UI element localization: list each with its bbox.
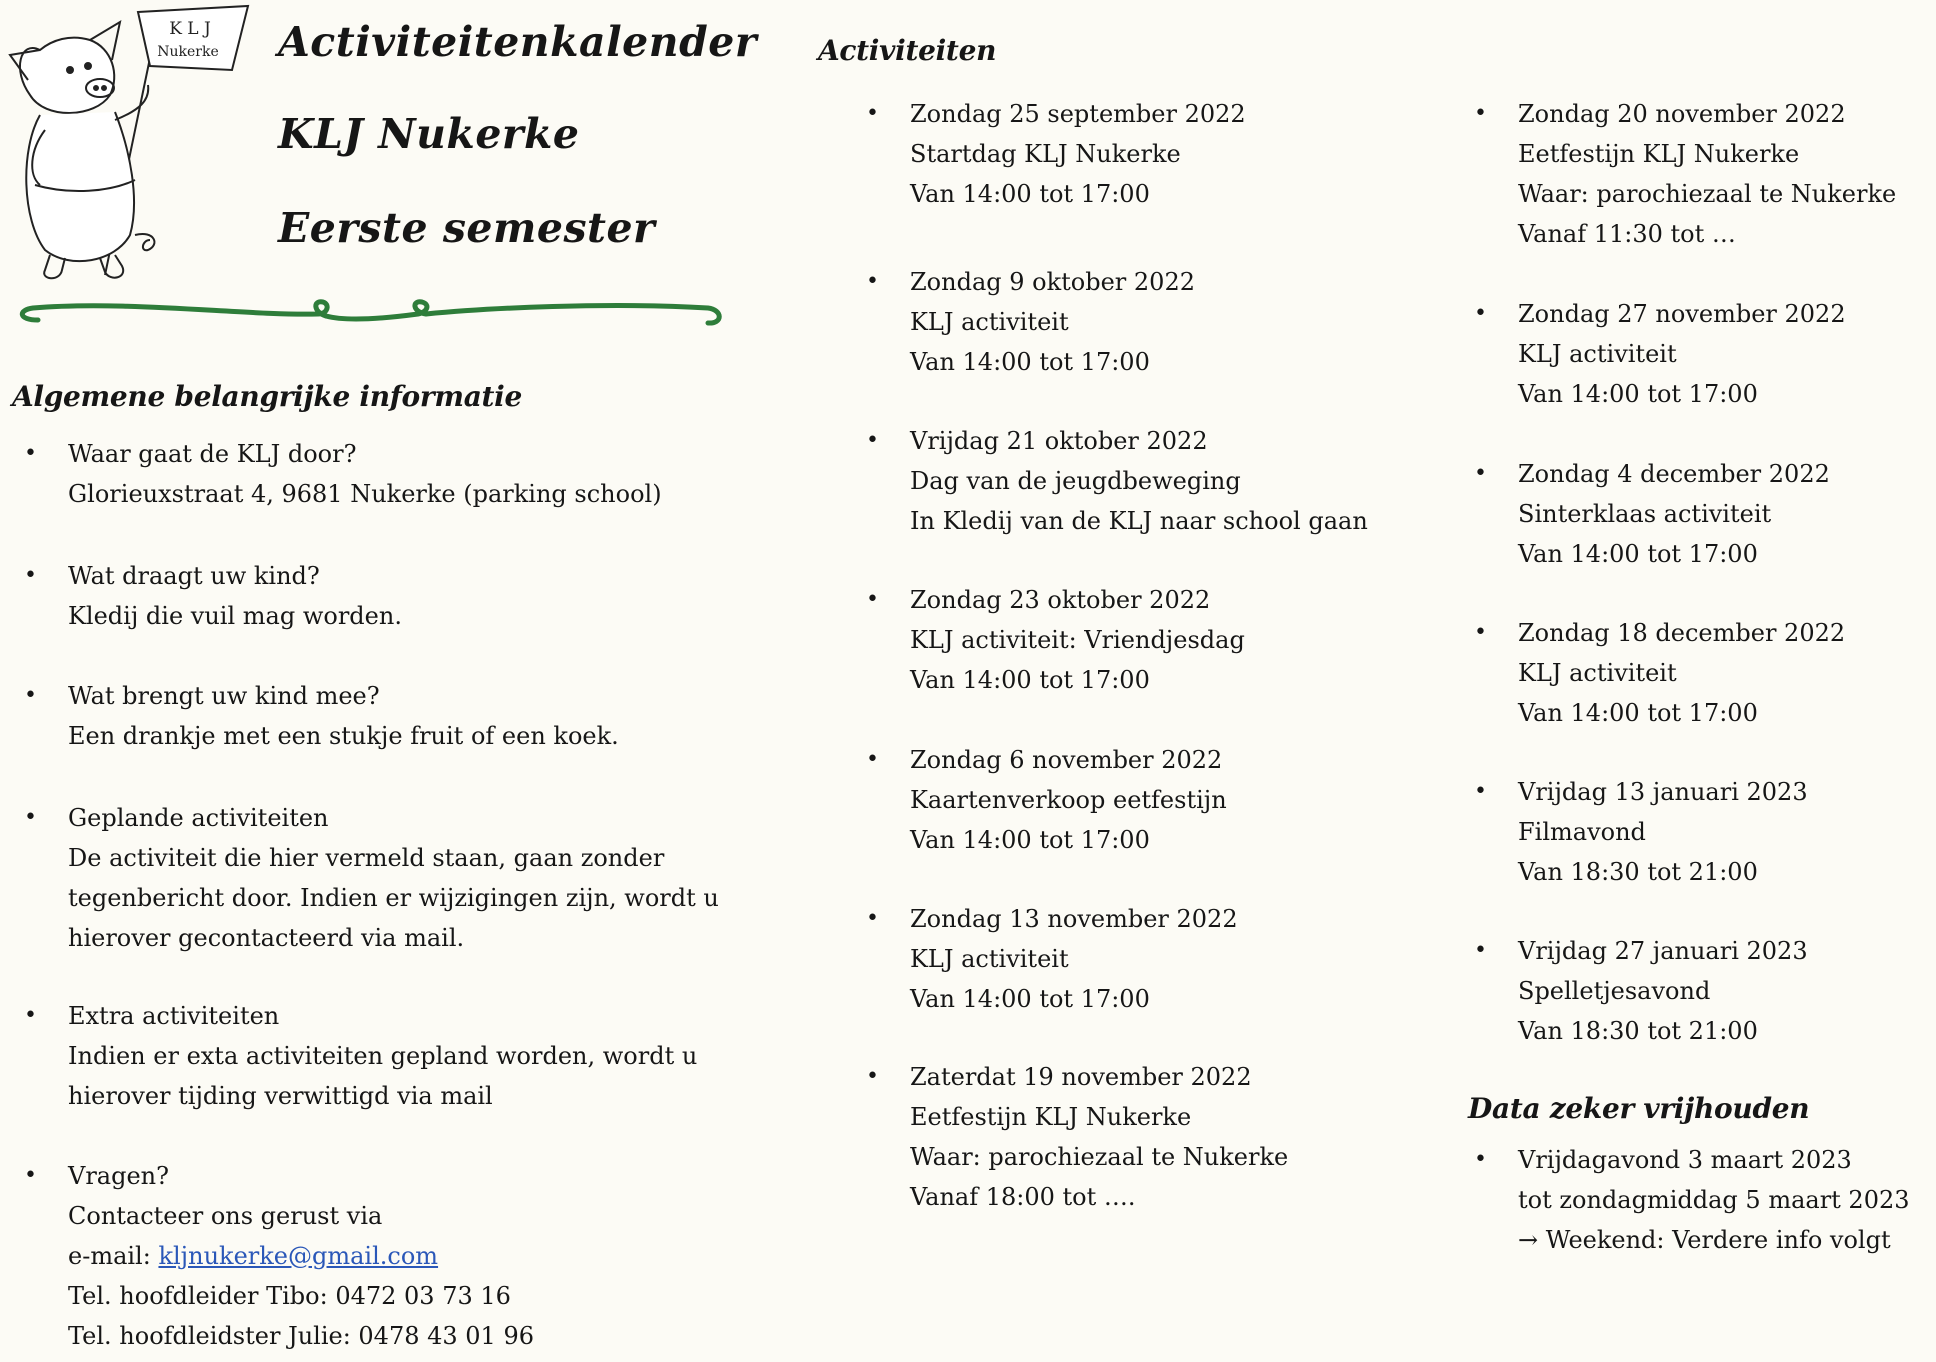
activity-item xyxy=(866,94,1246,214)
bullet-icon: • xyxy=(24,805,37,830)
activity-date: Vrijdag 13 januari 2023 xyxy=(1518,778,1808,806)
info-item-text: hierover tijding verwittigd via mail xyxy=(68,1082,493,1110)
pig-mascot-icon xyxy=(0,0,260,285)
info-item-title: Waar gaat de KLJ door? xyxy=(68,440,357,468)
contact-phone-tibo: Tel. hoofdleider Tibo: 0472 03 73 16 xyxy=(68,1282,511,1310)
activity-date: Zaterdat 19 november 2022 xyxy=(910,1063,1252,1091)
info-item-text: tegenbericht door. Indien er wijzigingen zijn, wordt u xyxy=(68,884,719,912)
bullet-icon: • xyxy=(24,1163,37,1188)
activity-detail: Filmavond xyxy=(1518,818,1646,846)
contact-email-line xyxy=(68,1236,534,1276)
bullet-icon: • xyxy=(866,587,879,612)
bullet-icon: • xyxy=(24,563,37,588)
info-item-title: Wat brengt uw kind mee? xyxy=(68,682,380,710)
info-item-title: Geplande activiteiten xyxy=(68,804,329,832)
contact-phone-julie: Tel. hoofdleidster Julie: 0478 43 01 96 xyxy=(68,1322,534,1350)
activity-date: Zondag 23 oktober 2022 xyxy=(910,586,1211,614)
bullet-icon: • xyxy=(24,1003,37,1028)
info-item-text: Een drankje met een stukje fruit of een koek. xyxy=(68,722,619,750)
info-item xyxy=(24,798,719,958)
activity-date: Zondag 27 november 2022 xyxy=(1518,300,1846,328)
activity-item xyxy=(1474,294,1846,414)
bullet-icon: • xyxy=(866,906,879,931)
activity-detail: Startdag KLJ Nukerke xyxy=(910,140,1181,168)
info-item xyxy=(24,676,619,756)
activity-detail: Van 14:00 tot 17:00 xyxy=(1518,540,1758,568)
contact-text: Contacteer ons gerust via xyxy=(68,1202,383,1230)
bullet-icon: • xyxy=(1474,101,1487,126)
activity-detail: Kaartenverkoop eetfestijn xyxy=(910,786,1227,814)
flag-text-line1: K L J xyxy=(169,19,211,39)
activity-detail: Vanaf 18:00 tot …. xyxy=(910,1183,1136,1211)
activities-heading: Activiteiten xyxy=(818,34,997,67)
activity-detail: Van 18:30 tot 21:00 xyxy=(1518,1017,1758,1045)
activity-item xyxy=(866,1057,1289,1217)
activity-date: Zondag 9 oktober 2022 xyxy=(910,268,1195,296)
activity-detail: Van 14:00 tot 17:00 xyxy=(910,985,1150,1013)
bullet-icon: • xyxy=(1474,461,1487,486)
activity-detail: Vanaf 11:30 tot … xyxy=(1518,220,1736,248)
save-dates-text: Vrijdagavond 3 maart 2023 xyxy=(1518,1146,1852,1174)
activity-detail: KLJ activiteit xyxy=(1518,340,1677,368)
save-dates-text: → Weekend: Verdere info volgt xyxy=(1518,1226,1891,1254)
info-item xyxy=(24,996,698,1116)
activity-detail: Van 14:00 tot 17:00 xyxy=(910,826,1150,854)
activity-detail: Van 14:00 tot 17:00 xyxy=(910,180,1150,208)
info-item xyxy=(24,556,402,636)
activity-detail: Van 14:00 tot 17:00 xyxy=(910,348,1150,376)
save-dates-heading: Data zeker vrijhouden xyxy=(1468,1092,1810,1125)
bullet-icon: • xyxy=(1474,938,1487,963)
activity-detail: KLJ activiteit xyxy=(1518,659,1677,687)
info-item-text: Glorieuxstraat 4, 9681 Nukerke (parking school) xyxy=(68,480,662,508)
bullet-icon: • xyxy=(866,747,879,772)
bullet-icon: • xyxy=(1474,1147,1487,1172)
activity-date: Zondag 6 november 2022 xyxy=(910,746,1223,774)
bullet-icon: • xyxy=(24,683,37,708)
bullet-icon: • xyxy=(1474,779,1487,804)
activity-detail: KLJ activiteit: Vriendjesdag xyxy=(910,626,1245,654)
activity-item xyxy=(1474,94,1897,254)
bullet-icon: • xyxy=(1474,620,1487,645)
bullet-icon: • xyxy=(1474,301,1487,326)
activity-detail: Van 14:00 tot 17:00 xyxy=(910,666,1150,694)
title-line-1: Activiteitenkalender xyxy=(278,18,757,66)
bullet-icon: • xyxy=(866,269,879,294)
email-label: e-mail: xyxy=(68,1242,159,1270)
activity-item xyxy=(866,740,1227,860)
activity-detail: Van 18:30 tot 21:00 xyxy=(1518,858,1758,886)
activity-date: Zondag 18 december 2022 xyxy=(1518,619,1846,647)
contact-title: Vragen? xyxy=(68,1162,170,1190)
activity-item xyxy=(1474,772,1808,892)
ornament-divider xyxy=(8,290,728,334)
save-dates-text: tot zondagmiddag 5 maart 2023 xyxy=(1518,1186,1910,1214)
activity-item xyxy=(1474,931,1808,1051)
activity-date: Vrijdag 27 januari 2023 xyxy=(1518,937,1808,965)
activity-detail: Spelletjesavond xyxy=(1518,977,1711,1005)
email-link[interactable]: kljnukerke@gmail.com xyxy=(158,1242,439,1270)
info-item xyxy=(24,434,662,514)
activity-detail: Dag van de jeugdbeweging xyxy=(910,467,1241,495)
title-line-2: KLJ Nukerke xyxy=(278,110,580,158)
activity-detail: KLJ activiteit xyxy=(910,945,1069,973)
contact-item xyxy=(24,1156,534,1356)
info-item-title: Wat draagt uw kind? xyxy=(68,562,320,590)
activity-detail: In Kledij van de KLJ naar school gaan xyxy=(910,507,1368,535)
bullet-icon: • xyxy=(24,441,37,466)
activity-item xyxy=(1474,613,1846,733)
activity-date: Zondag 4 december 2022 xyxy=(1518,460,1830,488)
activity-detail: Van 14:00 tot 17:00 xyxy=(1518,380,1758,408)
info-item-text: hierover gecontacteerd via mail. xyxy=(68,924,465,952)
activity-detail: Waar: parochiezaal te Nukerke xyxy=(1518,180,1897,208)
title-line-3: Eerste semester xyxy=(278,204,656,252)
info-item-text: Kledij die vuil mag worden. xyxy=(68,602,402,630)
flag-text-line2: Nukerke xyxy=(157,44,219,60)
activity-detail: Eetfestijn KLJ Nukerke xyxy=(1518,140,1800,168)
activity-detail: Sinterklaas activiteit xyxy=(1518,500,1772,528)
activity-item xyxy=(866,580,1245,700)
info-item-title: Extra activiteiten xyxy=(68,1002,280,1030)
activity-date: Vrijdag 21 oktober 2022 xyxy=(910,427,1208,455)
bullet-icon: • xyxy=(866,1064,879,1089)
activity-detail: Van 14:00 tot 17:00 xyxy=(1518,699,1758,727)
activity-date: Zondag 13 november 2022 xyxy=(910,905,1238,933)
info-item-text: Indien er exta activiteiten gepland worden, wordt u xyxy=(68,1042,698,1070)
save-dates-item xyxy=(1474,1140,1910,1260)
activity-date: Zondag 25 september 2022 xyxy=(910,100,1246,128)
info-heading: Algemene belangrijke informatie xyxy=(12,380,523,413)
activity-detail: KLJ activiteit xyxy=(910,308,1069,336)
activity-item xyxy=(1474,454,1830,574)
activity-item xyxy=(866,421,1368,541)
activity-detail: Eetfestijn KLJ Nukerke xyxy=(910,1103,1192,1131)
info-item-text: De activiteit die hier vermeld staan, gaan zonder xyxy=(68,844,665,872)
activity-item xyxy=(866,262,1195,382)
activity-item xyxy=(866,899,1238,1019)
activity-date: Zondag 20 november 2022 xyxy=(1518,100,1846,128)
bullet-icon: • xyxy=(866,428,879,453)
activity-detail: Waar: parochiezaal te Nukerke xyxy=(910,1143,1289,1171)
bullet-icon: • xyxy=(866,101,879,126)
